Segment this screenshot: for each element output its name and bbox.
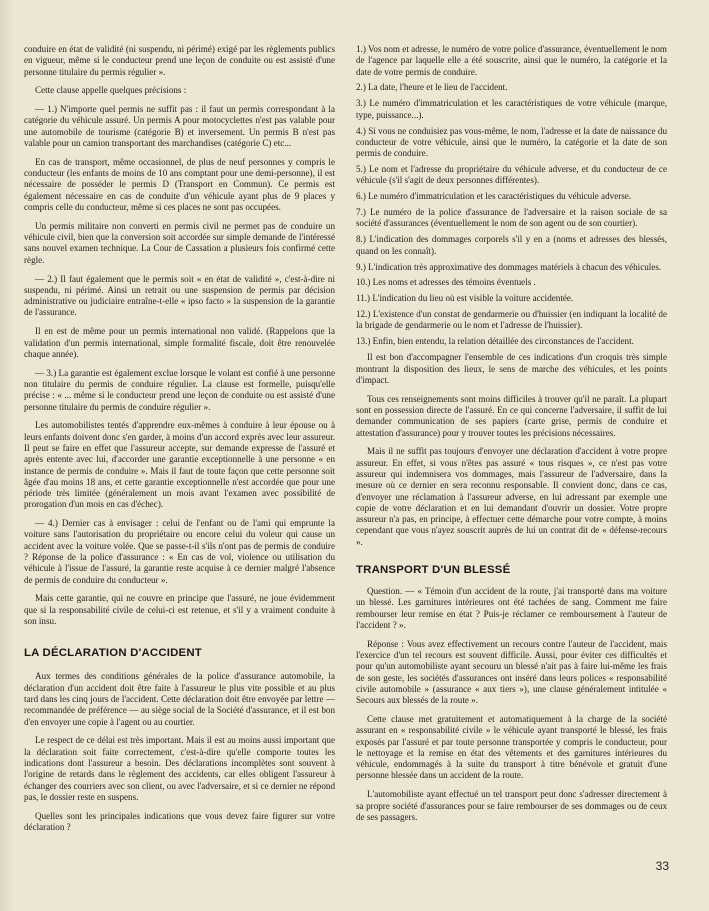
paragraph: — 3.) La garantie est également exclue lorsque le volant est confié à une personne non titulaire du permis de conduire régulier. La clause est formelle, puisqu'elle précise : « ... même si le conducteur prend une leçon de conduite ou est assisté d'une personne titulaire du permis de conduire régulier ».	[24, 367, 335, 412]
page-fold-shadow	[0, 0, 14, 911]
paragraph: L'automobiliste ayant effectué un tel transport peut donc s'adresser directement à sa propre société d'assurances pour se faire rembourser de ses dommages ou de ceux de ses passagers.	[356, 789, 667, 822]
paragraph: Les automobilistes tentés d'apprendre eux-mêmes à conduire à leur épouse ou à leurs enfants doivent donc s'en garder, à moins d'un accord exprès avec leur assureur. Il peut se faire en effet que l'assureur accepte, sur demande expresse de l'assuré et après entente avec lui, d'accorder une garantie exceptionnelle à une personne « en instance de permis de conduire ». Mais il faut de toute façon que cette personne soit âgée d'au moins 18 ans, et cette garantie exceptionnelle n'est accordée que pour une période très limitée (généralement un mois avant l'examen avec possibilité de prorogation d'un mois en cas d'échec).	[24, 420, 335, 510]
list-item: 10.) Les noms et adresses des témoins éventuels .	[356, 277, 536, 288]
paragraph: conduire en état de validité (ni suspendu, ni périmé) exigé par les règlements publics en vigueur, même si le conducteur prend une leçon de conduite ou est assisté d'une personne titulaire du permis régulier ».	[24, 44, 335, 77]
left-column	[24, 44, 335, 841]
list-item: 11.) L'indication du lieu où est visible la voiture accidentée.	[356, 293, 574, 304]
list-item: 9.) L'indication très approximative des dommages matériels à chacun des véhicules.	[356, 261, 662, 272]
paragraph: En cas de transport, même occasionnel, de plus de neuf personnes y compris le conducteur (les enfants de moins de 10 ans comptant pour une demi-personne), il est nécessaire de posséder le permis D (Transport en Commun). Ce permis est également nécessaire en cas de conduite d'un véhicule ayant plus de 9 places y compris celle du conducteur, même si ces places ne sont pas occupées.	[24, 156, 335, 213]
list-item: 7.) Le numéro de la police d'assurance de l'adversaire et la raison sociale de sa société d'assurances (éventuellement le nom de son agent ou de son courtier).	[356, 207, 667, 229]
page-number: 33	[655, 859, 669, 873]
list-item: 1.) Vos nom et adresse, le numéro de votre police d'assurance, éventuellement le nom de l'agence par laquelle elle a été souscrite, ainsi que le numéro, la catégorie et la date de votre permis de conduire.	[356, 44, 667, 77]
paragraph: — 4.) Dernier cas à envisager : celui de l'enfant ou de l'ami qui emprunte la voiture sans l'autorisation du propriétaire ou encore celui du voleur qui cause un accident avec la voiture volée. Que se passe-t-il s'ils n'ont pas de permis de conduire ? Réponse de la police d'assurance : « En cas de vol, violence ou utilisation du véhicule à l'issue de l'assuré, la garantie reste acquise à ce dernier malgré l'absence de permis de conduire du conducteur ».	[24, 518, 335, 585]
paragraph: Tous ces renseignements sont moins difficiles à trouver qu'il ne paraît. La plupart sont en possession directe de l'assuré. En ce qui concerne l'adversaire, il suffit de lui demander communication de ses papiers (carte grise, permis de conduire et attestation d'assurance) pour y trouver toutes les précisions nécessaires.	[356, 393, 667, 438]
declaration-checklist	[356, 44, 667, 348]
paragraph: Question. — « Témoin d'un accident de la route, j'ai transporté dans ma voiture un blessé. Les garnitures intérieures ont été tachées de sang. Comment me faire rembourser leur remise en état ? Puis-je réclamer ce remboursement à l'auteur de l'accident ? ».	[356, 586, 667, 630]
paragraph: Cette clause appelle quelques précisions :	[35, 85, 187, 96]
paragraph: Il est bon d'accompagner l'ensemble de ces indications d'un croquis très simple montrant la disposition des lieux, le sens de marche des véhicules, et les points d'impact.	[356, 352, 667, 385]
paragraph: Mais il ne suffit pas toujours d'envoyer une déclaration d'accident à votre propre assureur. En effet, si vous n'êtes pas assuré « tous risques », ce n'est pas votre assureur qui indemnisera vos dommages, mais l'assureur de l'adversaire, dans la mesure où ce dernier en sera reconnu responsable. Il convient donc, dans ce cas, d'envoyer une réclamation à l'assureur adverse, en lui adressant par exemple une copie de votre déclaration et en lui demandant d'ouvrir un dossier. Votre propre assureur n'a pas, en principe, à effectuer cette démarche pour votre compte, à moins cependant que vous n'ayez souscrit auprès de lui un contrat dit de « défense-recours ».	[356, 446, 667, 547]
list-item: 5.) Le nom et l'adresse du propriétaire du véhicule adverse, et du conducteur de ce véhicule (s'il s'agit de deux personnes différentes).	[356, 164, 667, 186]
paragraph: Mais cette garantie, qui ne couvre en principe que l'assuré, ne joue évidemment que si la responsabilité civile de celui-ci est retenue, et s'il y a vraiment conduite à son insu.	[24, 593, 335, 627]
paragraph: Quelles sont les principales indications que vous devez faire figurer sur votre déclaration ?	[24, 810, 335, 832]
list-item: 2.) La date, l'heure et le lieu de l'accident.	[356, 82, 508, 93]
list-item: 4.) Si vous ne conduisiez pas vous-même, le nom, l'adresse et la date de naissance du conducteur de votre véhicule, ainsi que le numéro, la catégorie et la date de son permis de conduire.	[356, 125, 667, 159]
paragraph: Un permis militaire non converti en permis civil ne permet pas de conduire un véhicule civil, bien que la conversion soit accordée sur simple demande de l'intéressé sans nouvel examen technique. La Cour de Cassation a plusieurs fois confirmé cette règle.	[24, 220, 335, 265]
list-item: 6.) Le numéro d'immatriculation et les caractéristiques du véhicule adverse.	[356, 191, 632, 202]
section-heading-transport: TRANSPORT D'UN BLESSÉ	[356, 564, 511, 576]
paragraph: Cette clause met gratuitement et automatiquement à la charge de la société assurant en « responsabilité civile » le véhicule ayant transporté le blessé, les frais exposés par l'assuré et par toute personne transportée y compris le conducteur, pour le nettoyage et la remise en état des vêtements et des garnitures intérieures du véhicule, endommagés à la suite du transport à titre bénévole et gratuit d'une personne blessée dans un accident de la route.	[356, 713, 667, 781]
paragraph: — 1.) N'importe quel permis ne suffit pas : il faut un permis correspondant à la catégorie du véhicule assuré. Un permis A pour motocyclettes n'est pas valable pour une automobile de tourisme (catégorie B) et inversement. Un permis B n'est pas valable pour un camion transportant des marchandises (catégorie C) etc...	[24, 104, 335, 149]
paragraph: Réponse : Vous avez effectivement un recours contre l'auteur de l'accident, mais l'exercice d'un tel recours est souvent difficile. Aussi, pour éviter ces difficultés et pour qu'un automobiliste ayant secouru un blessé n'ait pas à faire lui-même les frais de son geste, les sociétés d'assurances ont inséré dans leurs polices « responsabilité civile automobile » (assurance « aux tiers »), une clause généralement intitulée « Secours aux blessés de la route ».	[356, 638, 667, 706]
paragraph: Aux termes des conditions générales de la police d'assurance automobile, la déclaration d'un accident doit être faite à l'assureur le plus vite possible et au plus tard dans les cinq jours de l'accident. Cette déclaration doit être envoyée par lettre — recommandée de préférence — au siège social de la Société d'assurance, et il est bon d'en envoyer une copie à l'agent ou au courtier.	[24, 671, 335, 727]
list-item: 13.) Enfin, bien entendu, la relation détaillée des circonstances de l'accident.	[356, 336, 634, 347]
paragraph: Le respect de ce délai est très important. Mais il est au moins aussi important que la déclaration soit faite correctement, c'est-à-dire qu'elle comporte toutes les indications dont l'assureur a besoin. Des déclarations incomplètes sont souvent à l'origine de retards dans le règlement des accidents, car elles obligent l'assureur à échanger des courriers avec son client, ou avec l'adversaire, et si ce dernier ne répond pas, le dossier reste en suspens.	[24, 735, 335, 802]
section-heading-declaration: LA DÉCLARATION D'ACCIDENT	[24, 647, 202, 660]
list-item: 3.) Le numéro d'immatriculation et les caractéristiques de votre véhicule (marque, type, puissance...).	[356, 98, 667, 120]
right-column	[356, 44, 667, 831]
list-item: 12.) L'existence d'un constat de gendarmerie ou d'huissier (en indiquant la localité de la brigade de gendarmerie ou le nom et l'adresse de l'huissier).	[356, 309, 667, 331]
paragraph: — 2.) Il faut également que le permis soit « en état de validité », c'est-à-dire ni suspendu, ni périmé. Ainsi un retrait ou une suspension de permis par décision administrative ou judiciaire entraîne-t-elle « ipso facto » la suspension de la garantie de l'assurance.	[24, 273, 335, 318]
list-item: 8.) L'indication des dommages corporels s'il y en a (noms et adresses des blessés, quand on les connaît).	[356, 234, 667, 256]
paragraph: Il en est de même pour un permis international non validé. (Rappelons que la validation d'un permis international, simple formalité fiscale, doit être renouvelée chaque année).	[24, 326, 335, 359]
